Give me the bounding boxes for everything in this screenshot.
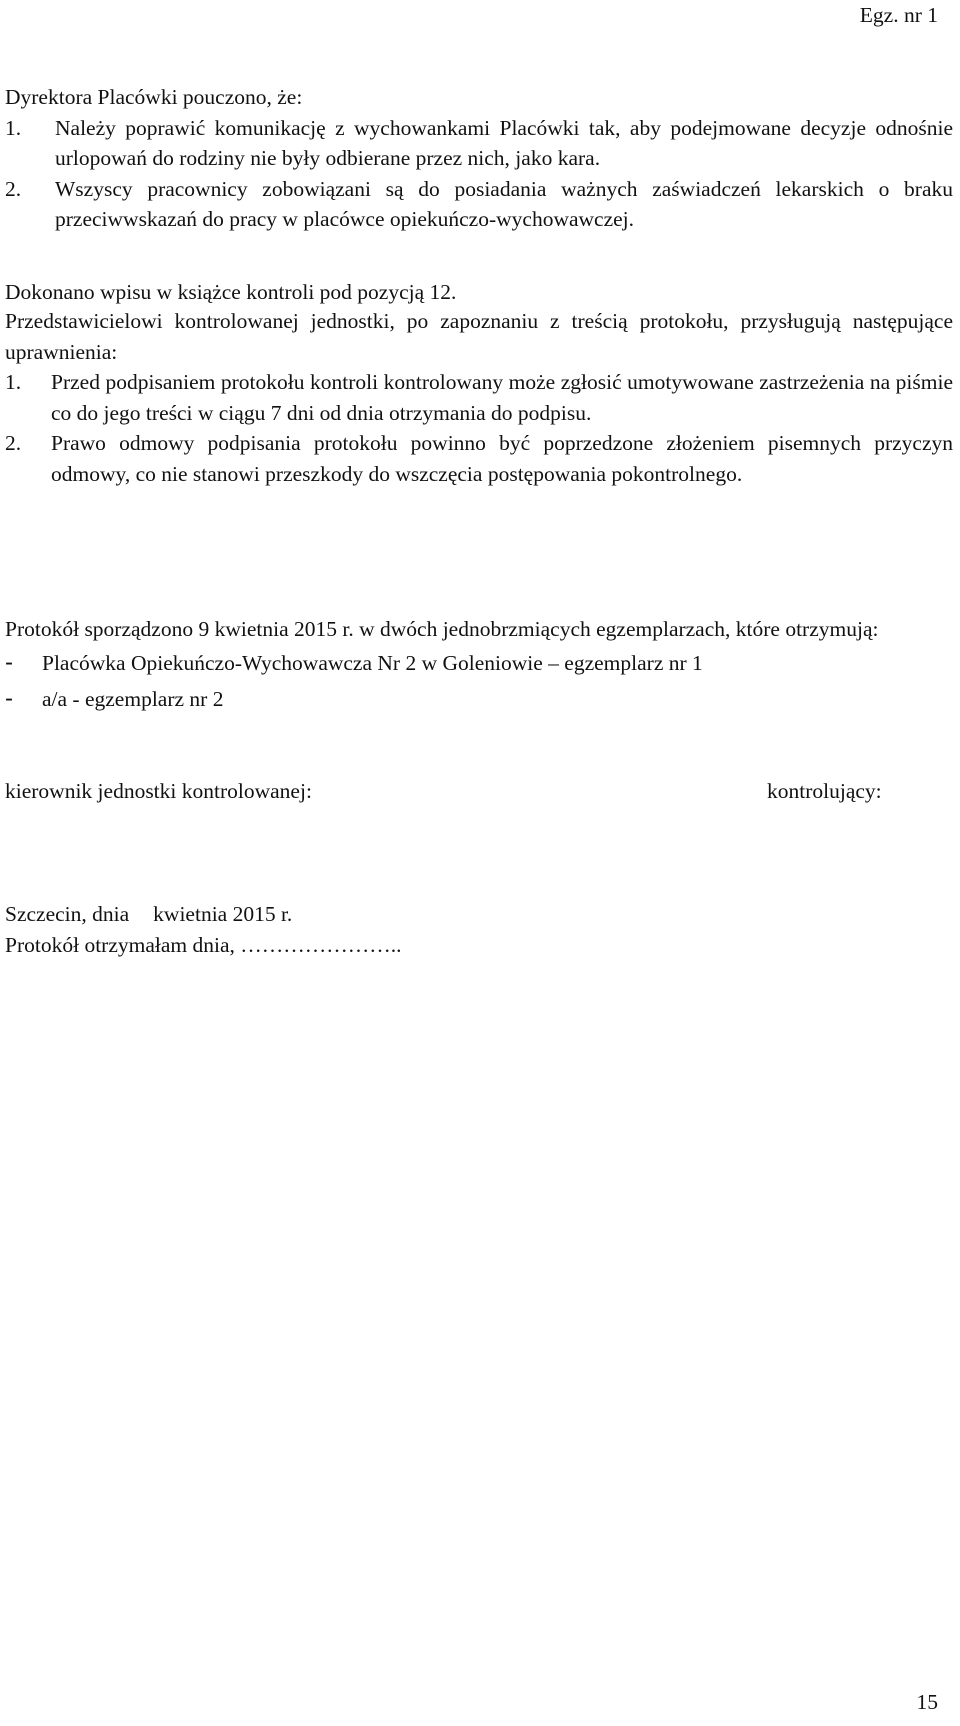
instructions-intro: Dyrektora Placówki pouczono, że: [5, 85, 303, 109]
instruction-item [5, 174, 953, 235]
rights-intro: Przedstawicielowi kontrolowanej jednostki, po zapoznaniu z treścią protokołu, przysługują następujące uprawnienia: [5, 309, 953, 364]
distribution-item [5, 684, 953, 720]
footer-section [5, 899, 953, 960]
distribution-section [5, 614, 953, 720]
item-text: Prawo odmowy podpisania protokołu powinno być poprzedzone złożeniem pisemnych przyczyn odmowy, co nie stanowi przeszkody do wszczęcia postępowania pokontrolnego. [51, 431, 953, 486]
distribution-intro: Protokół sporządzono 9 kwietnia 2015 r. w dwóch jednobrzmiących egzemplarzach, które otrzymują: [5, 617, 879, 641]
place-date-line [5, 899, 953, 930]
item-text: a/a - egzemplarz nr 2 [42, 686, 224, 711]
rights-section [5, 306, 953, 489]
item-text: Wszyscy pracownicy zobowiązani są do posiadania ważnych zaświadczeń lekarskich o braku przeciwwskazań do pracy w placówce opiekuńczo-wychowawczej. [55, 176, 953, 231]
signature-left-label: kierownik jednostki kontrolowanej: [5, 779, 312, 803]
instruction-item [5, 113, 953, 174]
item-number: 1. [5, 370, 22, 394]
signatures-row [5, 776, 953, 807]
page-number: 15 [916, 1690, 938, 1714]
entry-note: Dokonano wpisu w książce kontroli pod pozycją 12. [5, 280, 457, 304]
received-dots: ………………….. [240, 932, 402, 957]
received-label: Protokół otrzymałam dnia, [5, 932, 235, 957]
place-date-prefix: Szczecin, dnia [5, 902, 130, 926]
item-text: Placówka Opiekuńczo-Wychowawcza Nr 2 w Goleniowie – egzemplarz nr 1 [42, 650, 703, 675]
rights-item [5, 428, 953, 489]
item-number: 1. [5, 115, 22, 140]
copy-number: Egz. nr 1 [859, 3, 938, 27]
place-date-suffix: kwietnia 2015 r. [153, 902, 293, 926]
item-number: 2. [5, 431, 22, 455]
instructions-section [5, 82, 953, 235]
signature-right-label: kontrolujący: [767, 779, 882, 803]
dash-marker: - [5, 648, 13, 676]
item-number: 2. [5, 176, 22, 201]
received-line [5, 930, 953, 961]
item-text: Należy poprawić komunikację z wychowankami Placówki tak, aby podejmowane decyzje odnośnie urlopowań do rodziny nie były odbierane przez nich, jako kara. [55, 115, 953, 170]
distribution-item [5, 648, 953, 684]
item-text: Przed podpisaniem protokołu kontroli kontrolowany może zgłosić umotywowane zastrzeżenia na piśmie co do jego treści w ciągu 7 dni od dnia otrzymania do podpisu. [51, 370, 953, 425]
rights-item [5, 367, 953, 428]
dash-marker: - [5, 684, 13, 712]
